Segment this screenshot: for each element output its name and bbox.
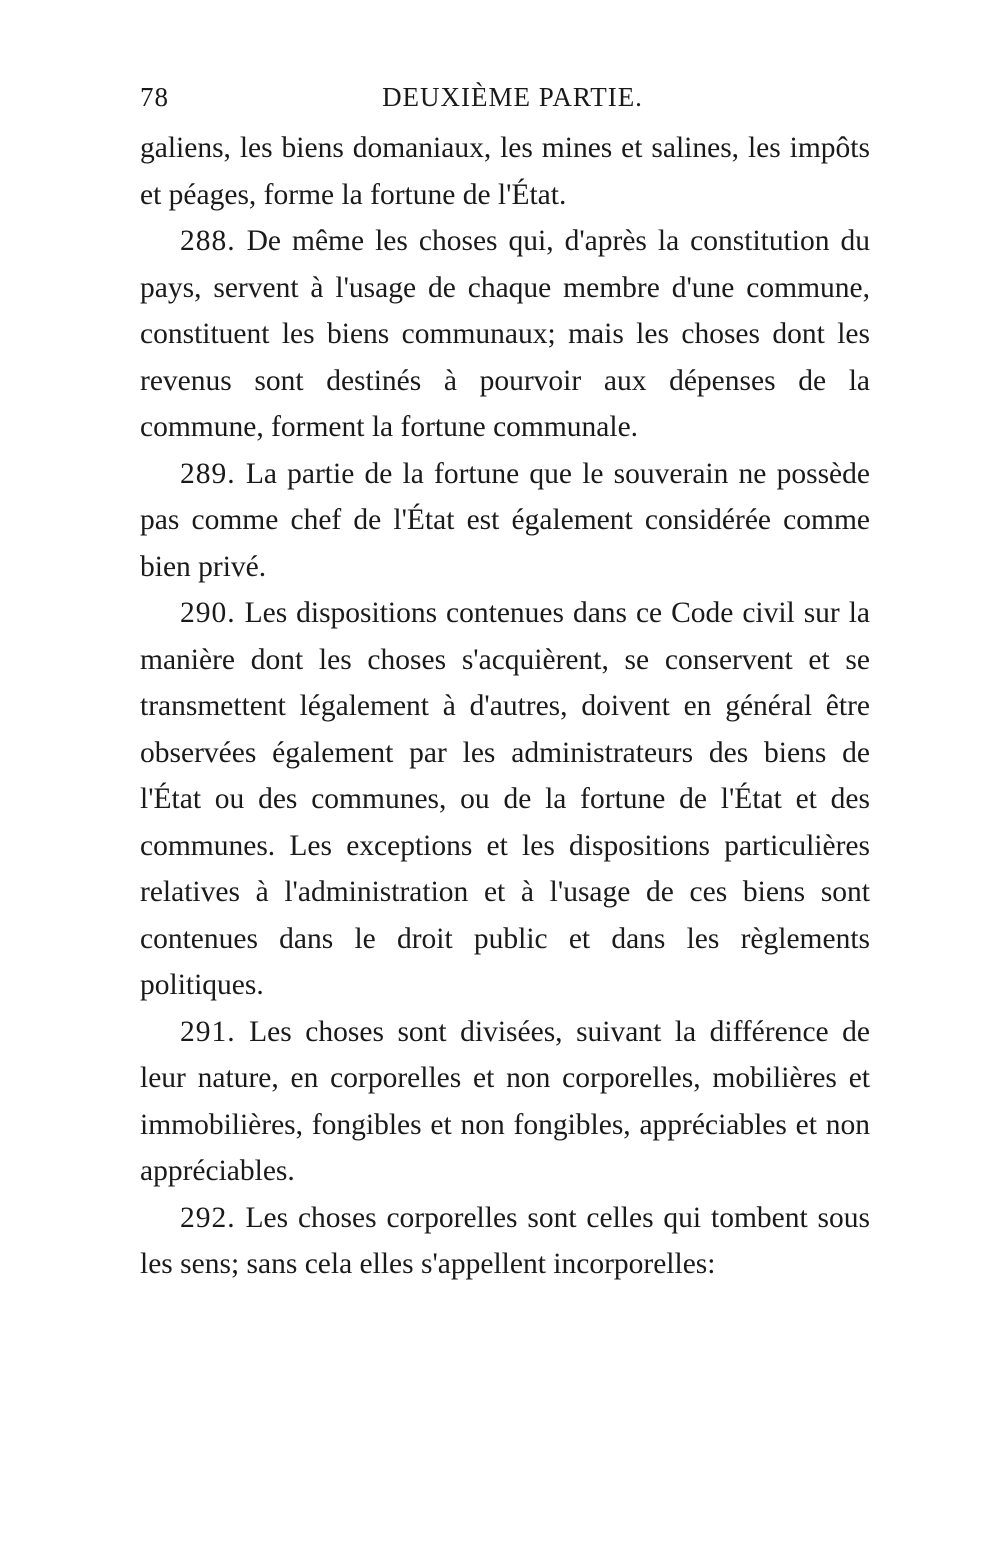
paragraph-290 [140, 590, 870, 1009]
article-number: 288. [180, 225, 236, 257]
paragraph-288 [140, 218, 870, 451]
paragraph-292 [140, 1195, 870, 1288]
page-number: 78 [140, 82, 169, 112]
paragraph-text: La partie de la fortune que le souverain ne possède pas comme chef de l'État est également considérée comme bien privé. [140, 457, 870, 583]
article-number: 290. [180, 597, 236, 629]
body-text [140, 125, 870, 1288]
paragraph-text: galiens, les biens domaniaux, les mines et salines, les impôts et péages, forme la fortune de l'État. [140, 132, 870, 211]
paragraph-text: Les choses corporelles sont celles qui tombent sous les sens; sans cela elles s'appellent incorporelles: [140, 1201, 871, 1280]
paragraph-291 [140, 1009, 870, 1195]
paragraph-text: De même les choses qui, d'après la constitution du pays, servent à l'usage de chaque membre d'une commune, constituent les biens communaux; mais les choses dont les revenus sont destinés à pourvoir aux dépenses de la commune, forment la fortune communale. [140, 225, 870, 443]
paragraph-continued [140, 125, 870, 218]
paragraph-text: Les dispositions contenues dans ce Code civil sur la manière dont les choses s'acquièrent, se conservent et se transmettent légalement à d'autres, doivent en général être observées également par les administrateurs des biens de l'État ou des communes, ou de la fortune de l'État et des communes. Les exceptions et les dispositions particulières relatives à l'administration et à l'usage de ces biens sont contenues dans le droit public et dans les règlements politiques. [140, 597, 870, 1001]
running-title: DEUXIÈME PARTIE. [382, 82, 643, 112]
article-number: 291. [180, 1015, 236, 1048]
running-head [140, 82, 865, 122]
paragraph-text: Les choses sont divisées, suivant la différence de leur nature, en corporelles et non corporelles, mobilières et immobilières, fongibles et non fongibles, appréciables et non appréciables. [140, 1015, 870, 1187]
article-number: 289. [180, 457, 236, 490]
article-number: 292. [180, 1201, 236, 1234]
paragraph-289 [140, 451, 870, 591]
